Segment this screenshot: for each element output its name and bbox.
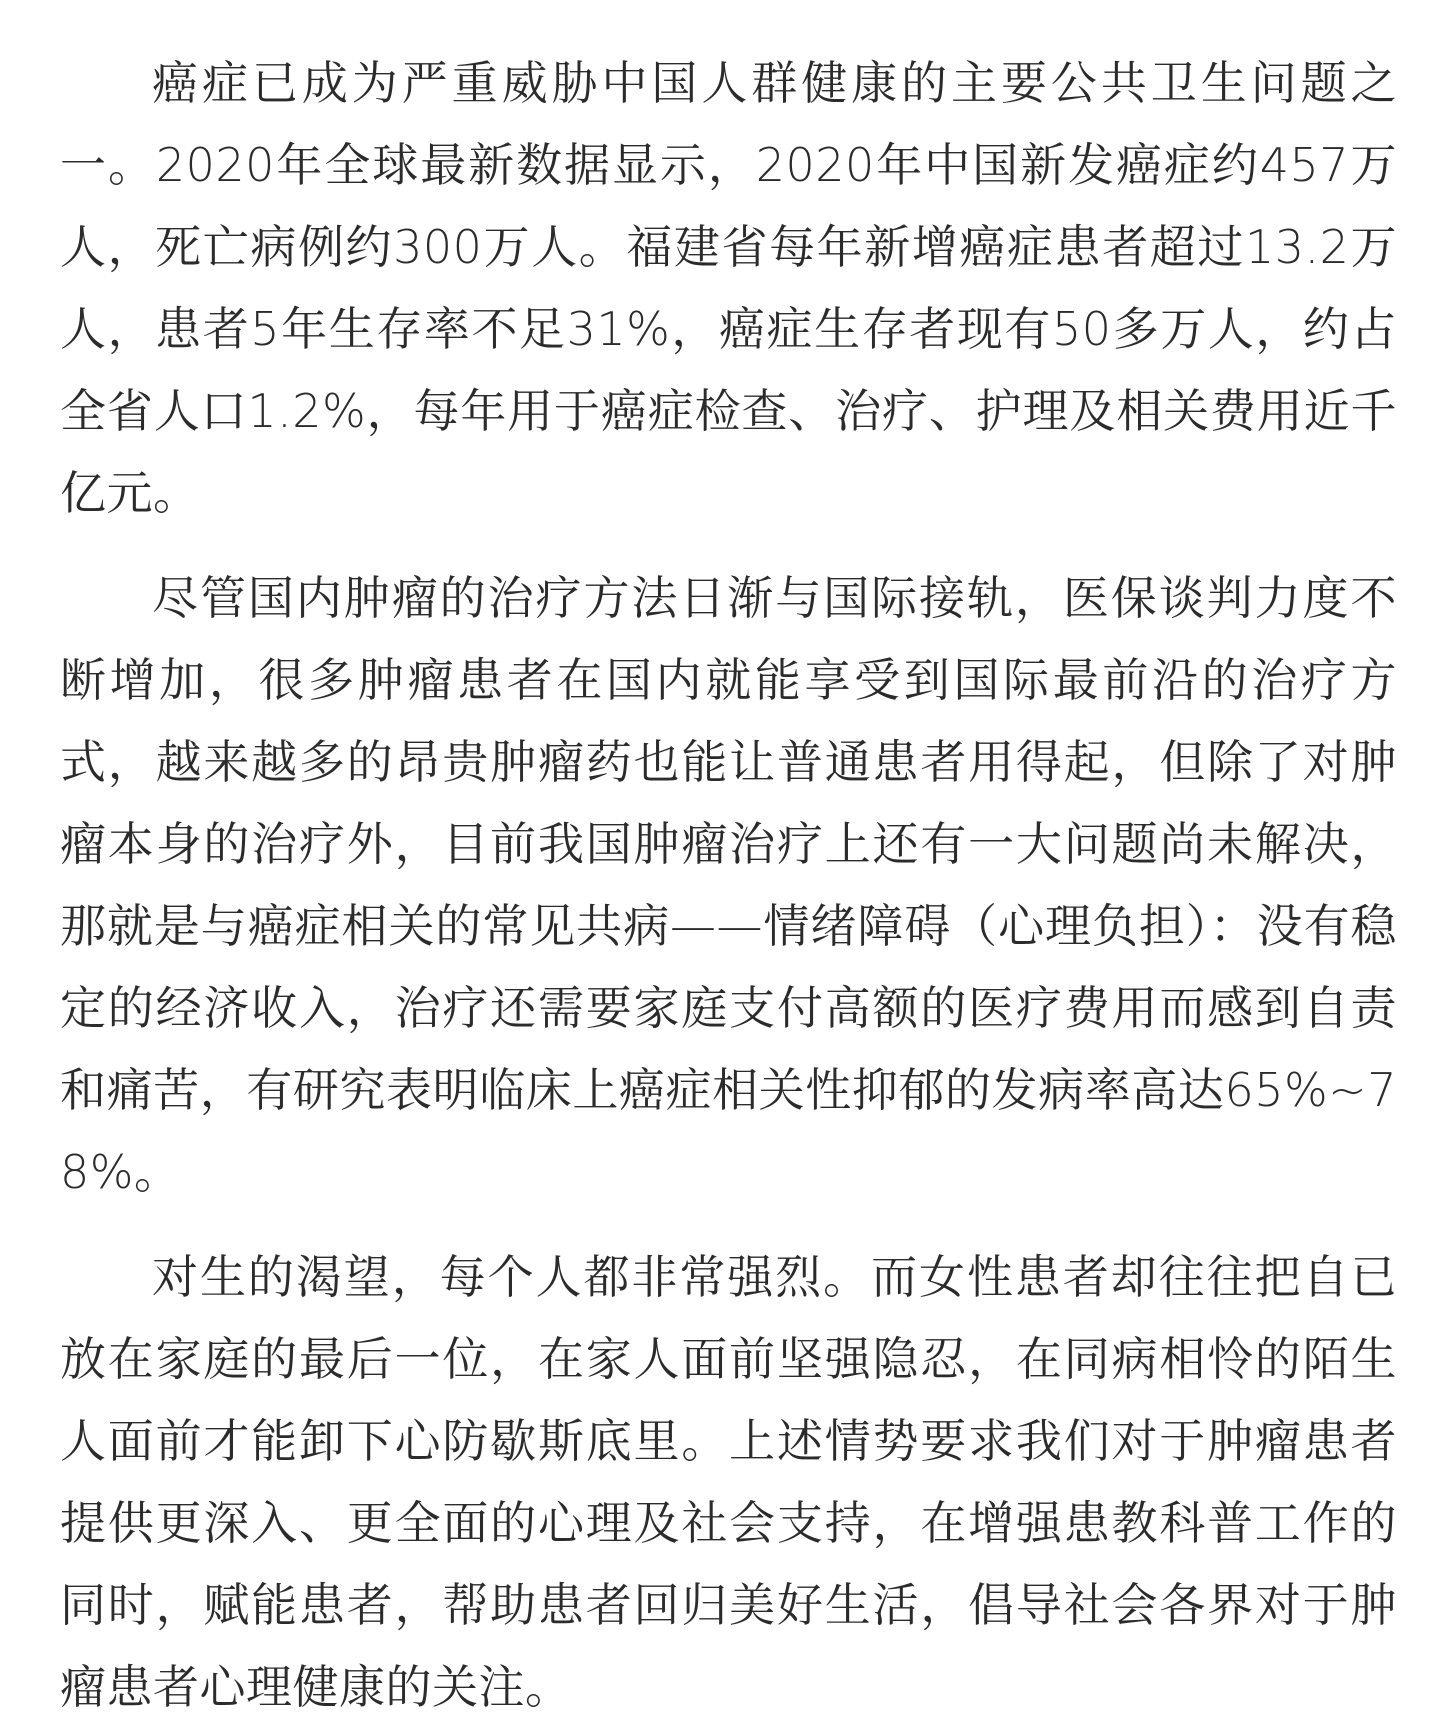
article-body bbox=[60, 42, 1397, 1728]
paragraph-psychosocial-support: 对生的渴望，每个人都非常强烈。而女性患者却往往把自已放在家庭的最后一位，在家人面前坚强隐忍，在同病相怜的陌生人面前才能卸下心防歇斯底里。上述情势要求我们对于肿瘤患者提供更深入、更全面的心理及社会支持，在增强患教科普工作的同时，赋能患者，帮助患者回归美好生活，倡导社会各界对于肿瘤患者心理健康的关注。 bbox=[60, 1250, 1397, 1714]
paragraph-cancer-statistics: 癌症已成为严重威胁中国人群健康的主要公共卫生问题之一。2020年全球最新数据显示，2020年中国新发癌症约457万人，死亡病例约300万人。福建省每年新增癌症患者超过13.2万人，患者5年生存率不足31%，癌症生存者现有50多万人，约占全省人口1.2%，每年用于癌症检查、治疗、护理及相关费用近千亿元。 bbox=[60, 56, 1397, 520]
paragraph-treatment-and-emotional-burden: 尽管国内肿瘤的治疗方法日渐与国际接轨，医保谈判力度不断增加，很多肿瘤患者在国内就能享受到国际最前沿的治疗方式，越来越多的昂贵肿瘤药也能让普通患者用得起，但除了对肿瘤本身的治疗外，目前我国肿瘤治疗上还有一大问题尚未解决，那就是与癌症相关的常见共病——情绪障碍（心理负担）：没有稳定的经济收入，治疗还需要家庭支付高额的医疗费用而感到自责和痛苦，有研究表明临床上癌症相关性抑郁的发病率高达65%~78%。 bbox=[60, 571, 1397, 1199]
